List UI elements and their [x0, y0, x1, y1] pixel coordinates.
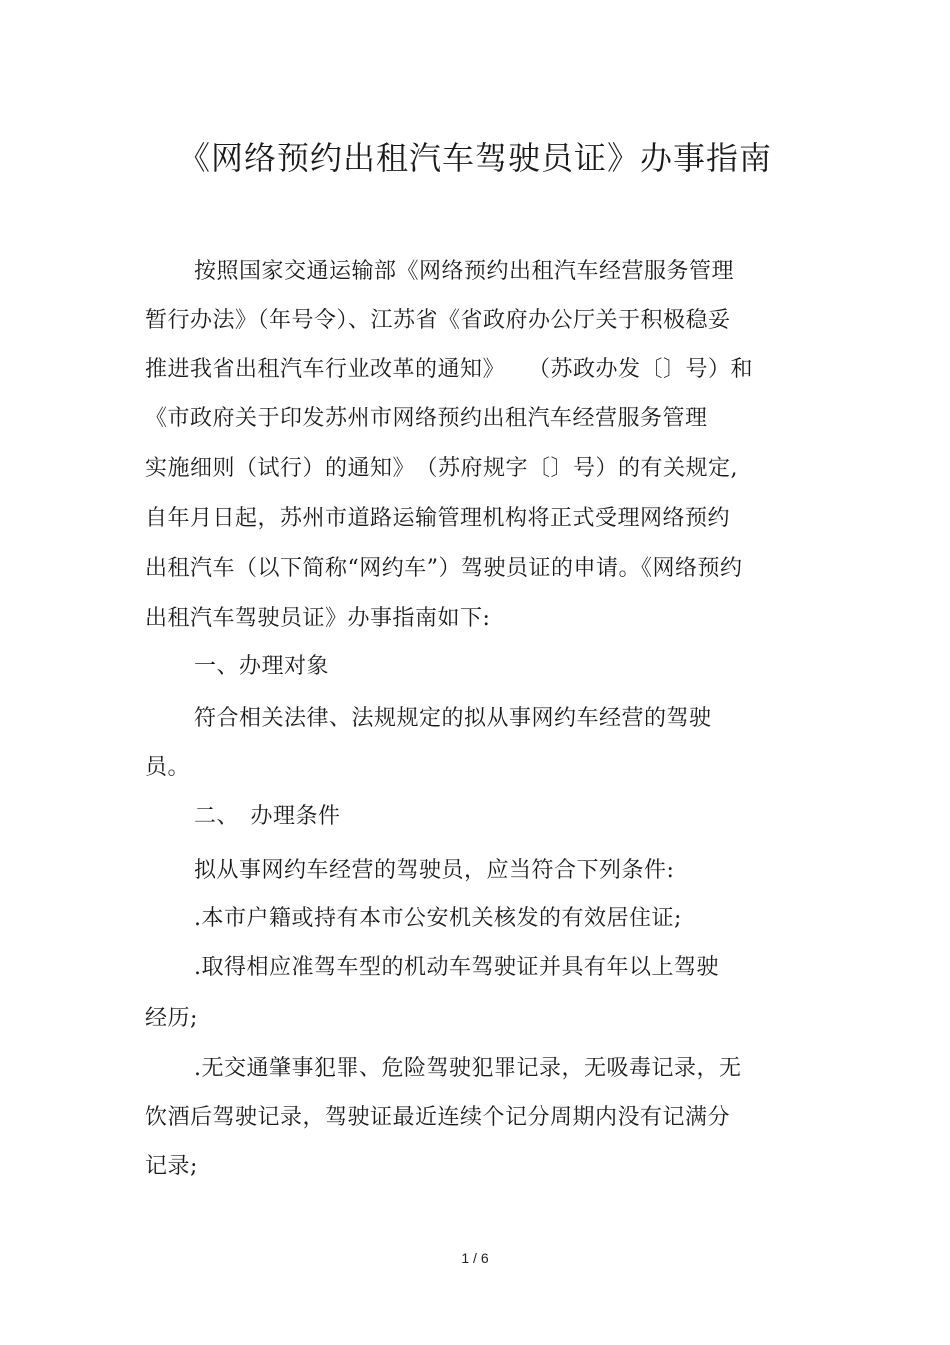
condition-item-3-cont-2: 记录; [145, 1154, 198, 1179]
page-number: 1 / 6 [461, 1250, 489, 1266]
body-line-target: 符合相关法律、法规规定的拟从事网约车经营的驾驶 [194, 706, 712, 731]
condition-item-1: .本市户籍或持有本市公安机关核发的有效居住证; [194, 906, 682, 931]
condition-item-3: .无交通肇事犯罪、危险驾驶犯罪记录，无吸毒记录，无 [194, 1056, 742, 1081]
condition-item-2: .取得相应准驾车型的机动车驾驶证并具有年以上驾驶 [194, 955, 719, 980]
body-line-3: 推进我省出租汽车行业改革的通知》 （苏政办发〔〕号）和 [145, 357, 754, 382]
condition-item-3-cont-1: 饮酒后驾驶记录，驾驶证最近连续个记分周期内没有记满分 [145, 1105, 731, 1130]
body-line-6: 自年月日起，苏州市道路运输管理机构将正式受理网络预约 [145, 506, 731, 531]
body-line-target-cont: 员。 [145, 755, 191, 780]
body-line-1: 按照国家交通运输部《网络预约出租汽车经营服务管理 [194, 259, 735, 284]
section-heading-target: 一、办理对象 [194, 654, 330, 679]
body-line-conditions-intro: 拟从事网约车经营的驾驶员，应当符合下列条件: [194, 858, 675, 883]
document-title: 《网络预约出租汽车驾驶员证》办事指南 [177, 139, 772, 177]
body-line-2: 暂行办法》（年号令）、江苏省《省政府办公厅关于积极稳妥 [145, 308, 731, 333]
body-line-5: 实施细则（试行）的通知》 （苏府规字〔〕号）的有关规定, [145, 456, 738, 481]
body-line-8: 出租汽车驾驶员证》办事指南如下: [145, 606, 491, 631]
body-line-7: 出租汽车（以下简称“网约车”）驾驶员证的申请。《网络预约 [145, 556, 743, 581]
condition-item-2-cont: 经历; [145, 1006, 198, 1031]
section-heading-conditions: 二、 办理条件 [194, 804, 341, 829]
body-line-4: 《市政府关于印发苏州市网络预约出租汽车经营服务管理 [145, 406, 708, 431]
